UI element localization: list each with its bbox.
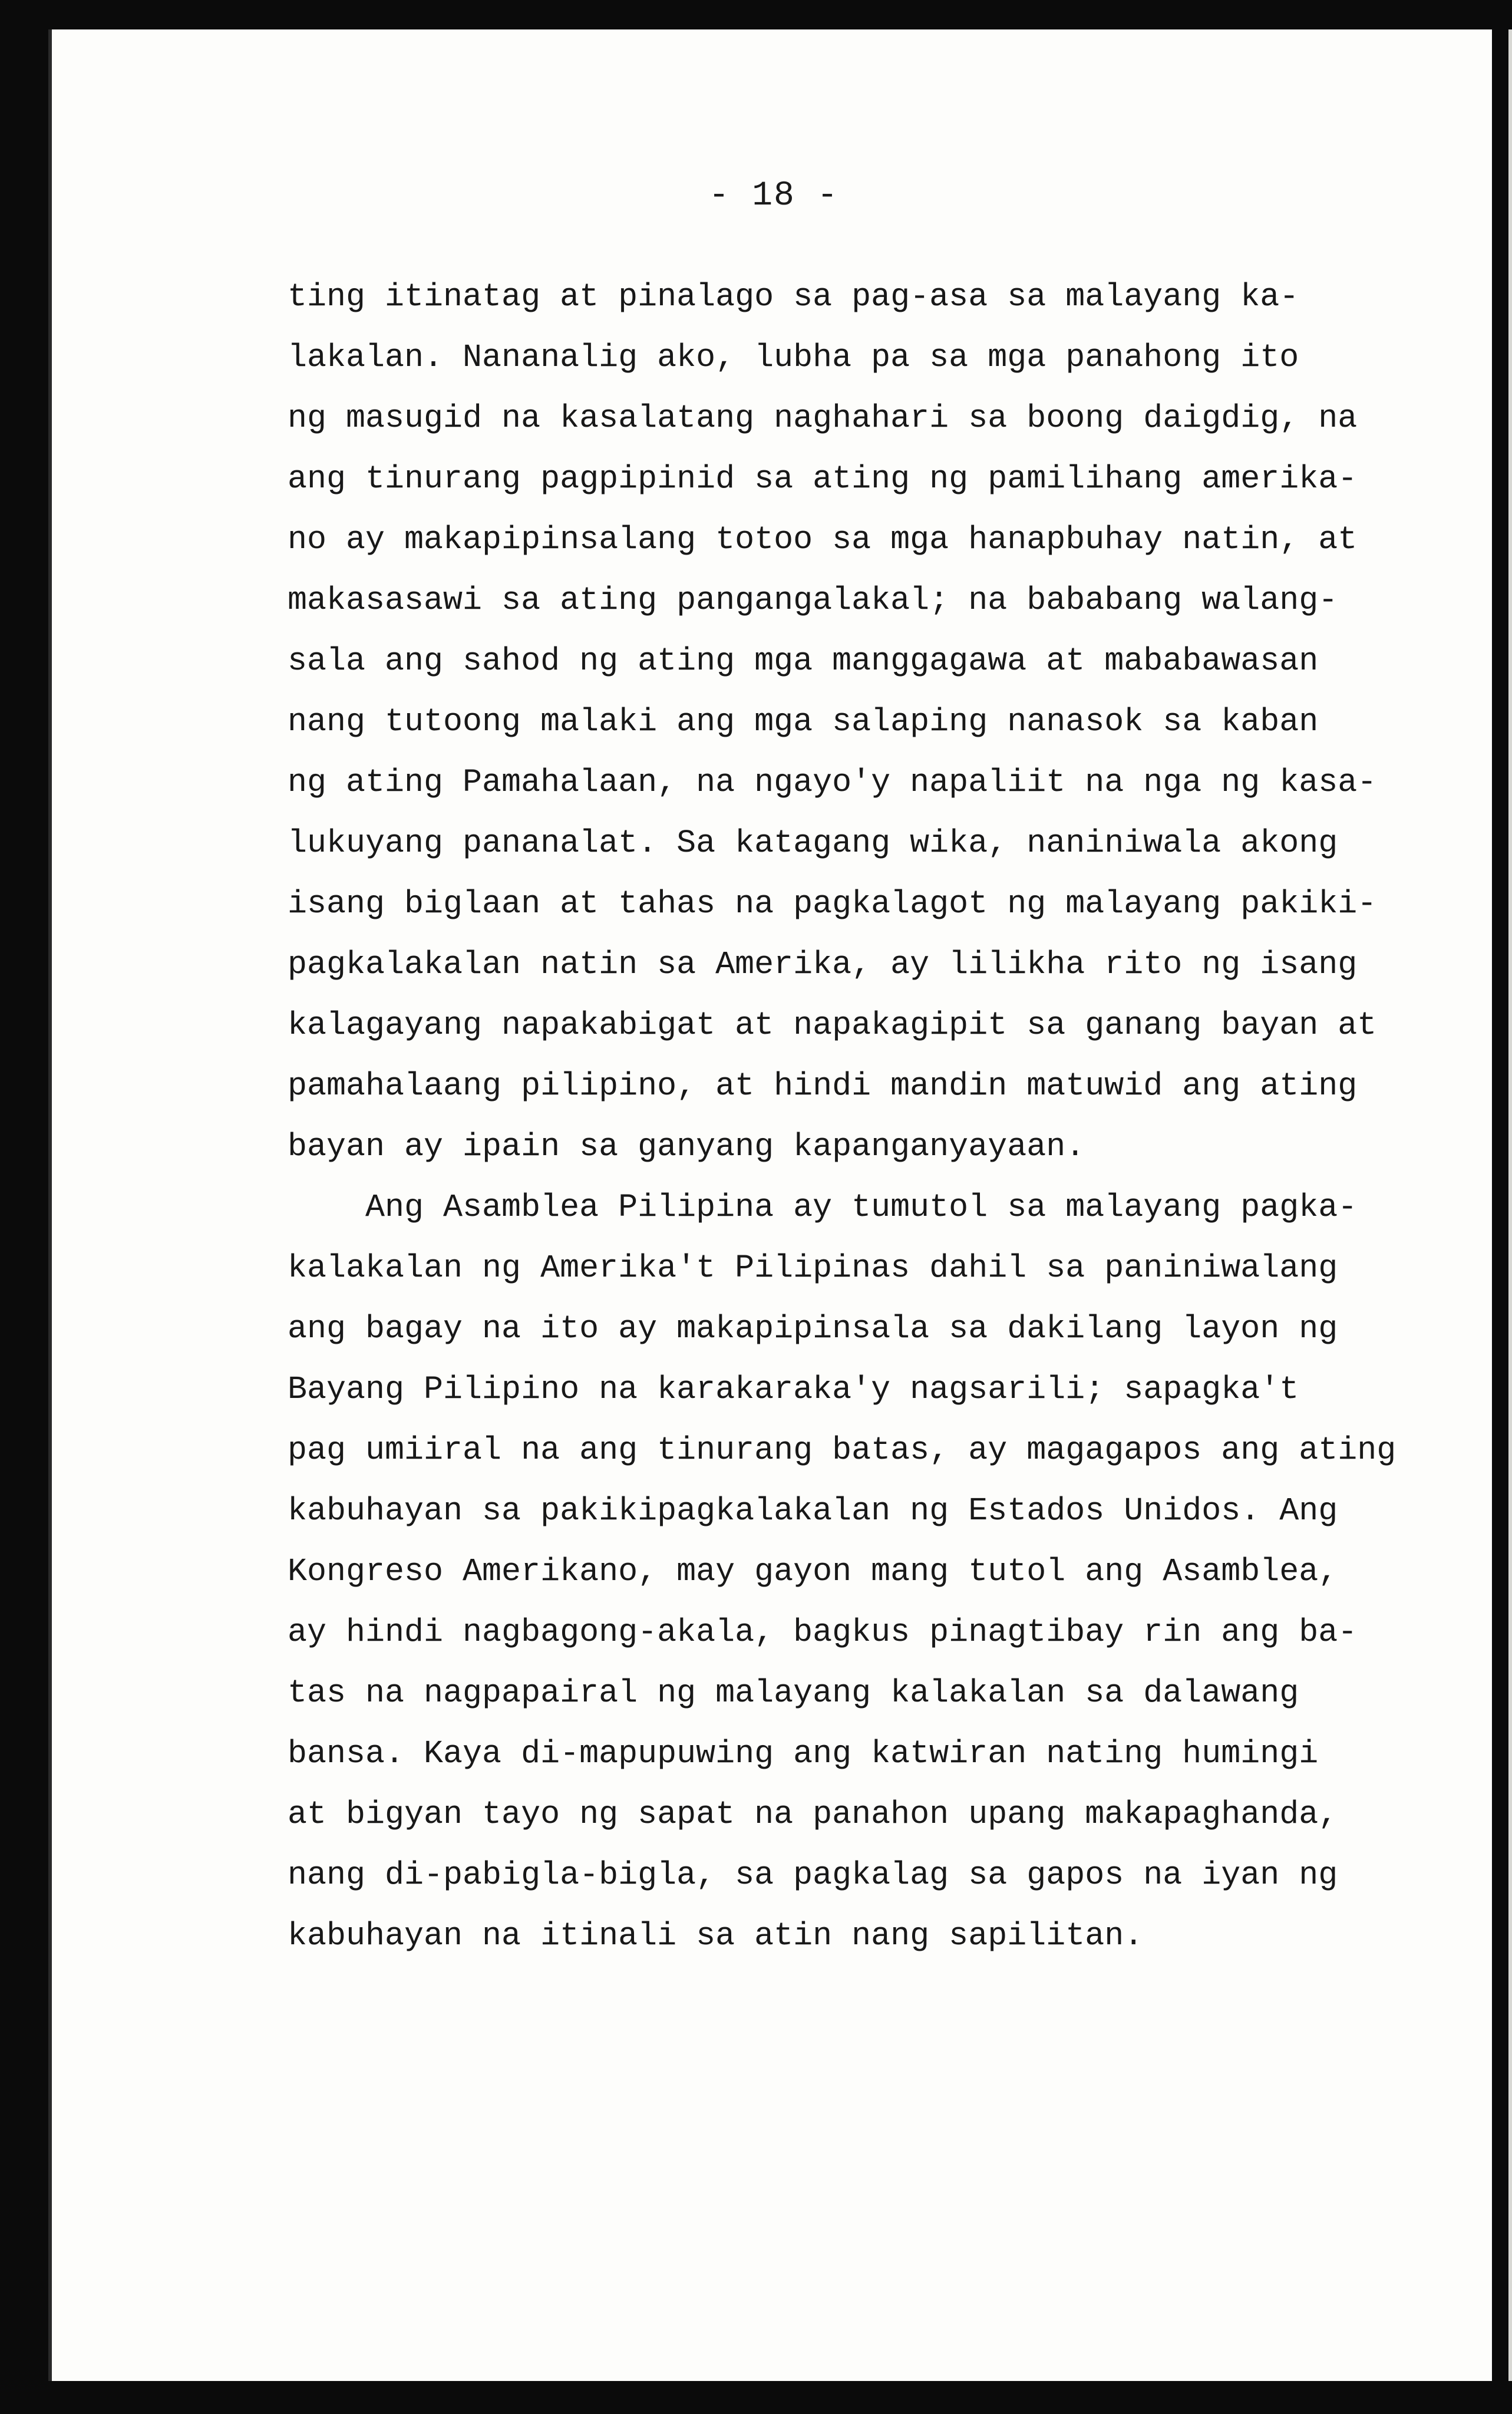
text-line: makasasawi sa ating pangangalakal; na bababang walang- [288, 582, 1338, 619]
text-line: Bayang Pilipino na karakaraka'y nagsarili; sapagka't [288, 1371, 1299, 1408]
text-line: ang bagay na ito ay makapipinsala sa dakilang layon ng [288, 1310, 1338, 1347]
text-line: isang biglaan at tahas na pagkalagot ng malayang pakiki- [288, 885, 1377, 922]
text-line: lakalan. Nananalig ako, lubha pa sa mga panahong ito [288, 339, 1299, 376]
text-line: ay hindi nagbagong-akala, bagkus pinagtibay rin ang ba- [288, 1614, 1358, 1651]
text-line: lukuyang pananalat. Sa katagang wika, naniniwala akong [288, 825, 1338, 862]
page-number: - 18 - [708, 177, 839, 215]
text-line: at bigyan tayo ng sapat na panahon upang makapaghanda, [288, 1796, 1338, 1833]
text-line: kabuhayan sa pakikipagkalakalan ng Estados Unidos. Ang [288, 1492, 1338, 1529]
text-line: pagkalakalan natin sa Amerika, ay lilikha rito ng isang [288, 946, 1358, 983]
text-line: kalakalan ng Amerika't Pilipinas dahil sa paniniwalang [288, 1249, 1338, 1287]
text-line: ng masugid na kasalatang naghahari sa boong daigdig, na [288, 400, 1358, 437]
text-line: Ang Asamblea Pilipina ay tumutol sa malayang pagka- [288, 1189, 1358, 1226]
body-text [288, 266, 1397, 1966]
text-line: nang tutoong malaki ang mga salaping nanasok sa kaban [288, 703, 1319, 740]
text-line: no ay makapipinsalang totoo sa mga hanapbuhay natin, at [288, 521, 1358, 558]
text-line: sala ang sahod ng ating mga manggagawa at mababawasan [288, 642, 1319, 680]
text-line: nang di-pabigla-bigla, sa pagkalag sa gapos na iyan ng [288, 1856, 1338, 1894]
text-line: pamahalaang pilipino, at hindi mandin matuwid ang ating [288, 1067, 1358, 1104]
text-line: Kongreso Amerikano, may gayon mang tutol ang Asamblea, [288, 1553, 1338, 1590]
text-line: ng ating Pamahalaan, na ngayo'y napaliit na nga ng kasa- [288, 764, 1377, 801]
text-line: kabuhayan na itinali sa atin nang sapilitan. [288, 1917, 1144, 1954]
text-line: pag umiiral na ang tinurang batas, ay magagapos ang ating [288, 1432, 1397, 1469]
text-line: kalagayang napakabigat at napakagipit sa ganang bayan at [288, 1007, 1377, 1044]
text-line: ting itinatag at pinalago sa pag-asa sa malayang ka- [288, 278, 1299, 315]
text-line: bansa. Kaya di-mapupuwing ang katwiran nating humingi [288, 1735, 1319, 1772]
text-line: tas na nagpapairal ng malayang kalakalan sa dalawang [288, 1674, 1299, 1711]
document-page [48, 29, 1492, 2381]
page-edge [1508, 29, 1512, 2381]
text-line: bayan ay ipain sa ganyang kapanganyayaan. [288, 1128, 1085, 1165]
text-line: ang tinurang pagpipinid sa ating ng pamilihang amerika- [288, 460, 1358, 497]
